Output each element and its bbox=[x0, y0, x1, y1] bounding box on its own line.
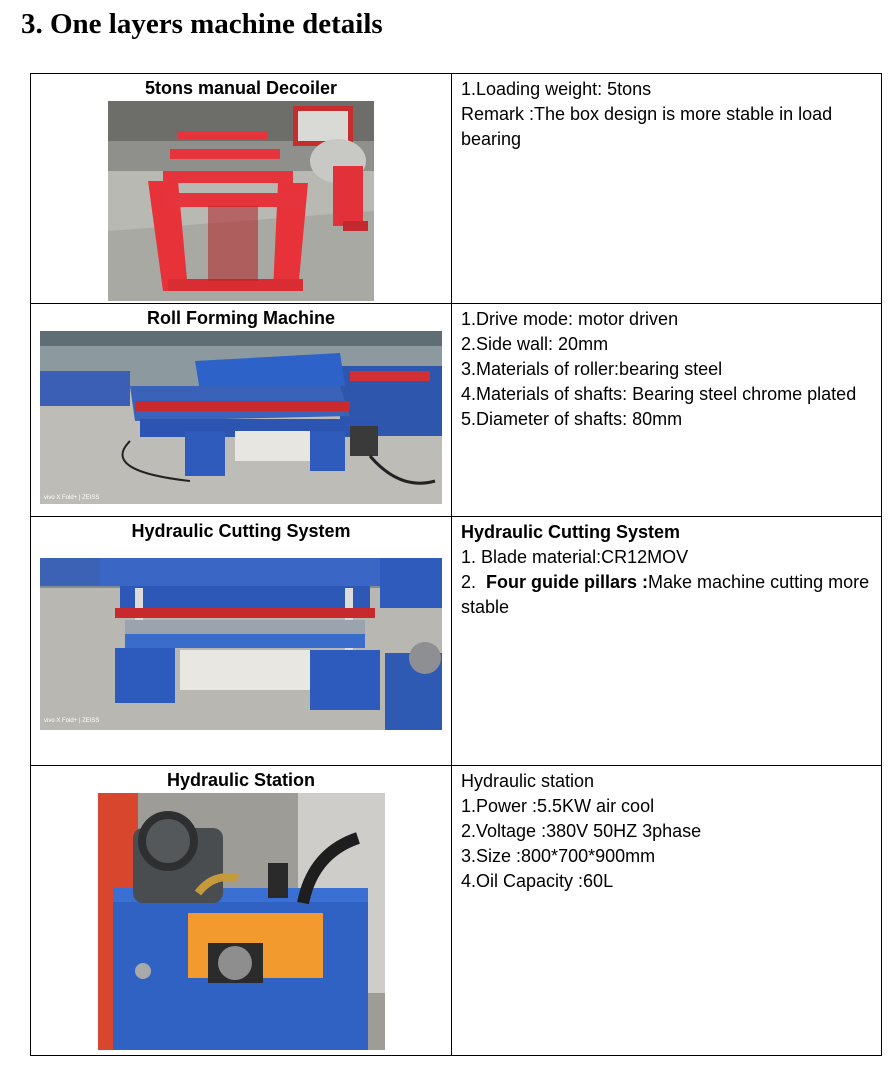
spec-line: 4.Materials of shafts: Bearing steel chrome plated bbox=[461, 384, 857, 404]
component-name: 5tons manual Decoiler bbox=[144, 78, 338, 98]
spec-line: 2.Voltage :380V 50HZ 3phase bbox=[461, 821, 702, 841]
table-row bbox=[31, 304, 882, 517]
component-name: Hydraulic Cutting System bbox=[131, 521, 351, 541]
spec-cell bbox=[452, 304, 882, 517]
spec-line: 2.Side wall: 20mm bbox=[461, 334, 609, 354]
table-row bbox=[31, 766, 882, 1056]
spec-line: 4.Oil Capacity :60L bbox=[461, 871, 614, 891]
component-cell bbox=[31, 766, 452, 1056]
spec-line: 3.Size :800*700*900mm bbox=[461, 846, 656, 866]
component-cell bbox=[31, 517, 452, 766]
machine-details-table bbox=[30, 73, 882, 1056]
spec-line: 1.Power :5.5KW air cool bbox=[461, 796, 655, 816]
spec-line: 1.Drive mode: motor driven bbox=[461, 309, 679, 329]
spec-cell bbox=[452, 74, 882, 304]
table-row bbox=[31, 74, 882, 304]
spec-line: Hydraulic station bbox=[461, 771, 595, 791]
spec-line: 1. Blade material:CR12MOV bbox=[461, 547, 689, 567]
decoiler-photo bbox=[108, 101, 374, 301]
component-cell bbox=[31, 74, 452, 304]
roll-forming-machine-photo bbox=[40, 331, 442, 504]
page-heading: 3. One layers machine details bbox=[21, 8, 383, 40]
hydraulic-station-photo bbox=[98, 793, 385, 1050]
cutting-system-photo bbox=[40, 558, 442, 730]
spec-line: Remark :The box design is more stable in load bearing bbox=[461, 104, 833, 149]
table-row bbox=[31, 517, 882, 766]
photo-watermark: vivo X Fold+ | ZEISS bbox=[44, 718, 100, 724]
spec-line: 5.Diameter of shafts: 80mm bbox=[461, 409, 683, 429]
spec-line: 1.Loading weight: 5tons bbox=[461, 79, 652, 99]
spec-title: Hydraulic Cutting System bbox=[461, 522, 681, 542]
component-cell bbox=[31, 304, 452, 517]
spec-cell bbox=[452, 517, 882, 766]
spec-cell bbox=[452, 766, 882, 1056]
spec-line: 3.Materials of roller:bearing steel bbox=[461, 359, 723, 379]
component-name: Hydraulic Station bbox=[166, 770, 316, 790]
spec-line: 2. Four guide pillars :Make machine cutting more stable bbox=[461, 572, 870, 617]
photo-watermark: vivo X Fold+ | ZEISS bbox=[44, 495, 100, 501]
component-name: Roll Forming Machine bbox=[146, 308, 335, 328]
